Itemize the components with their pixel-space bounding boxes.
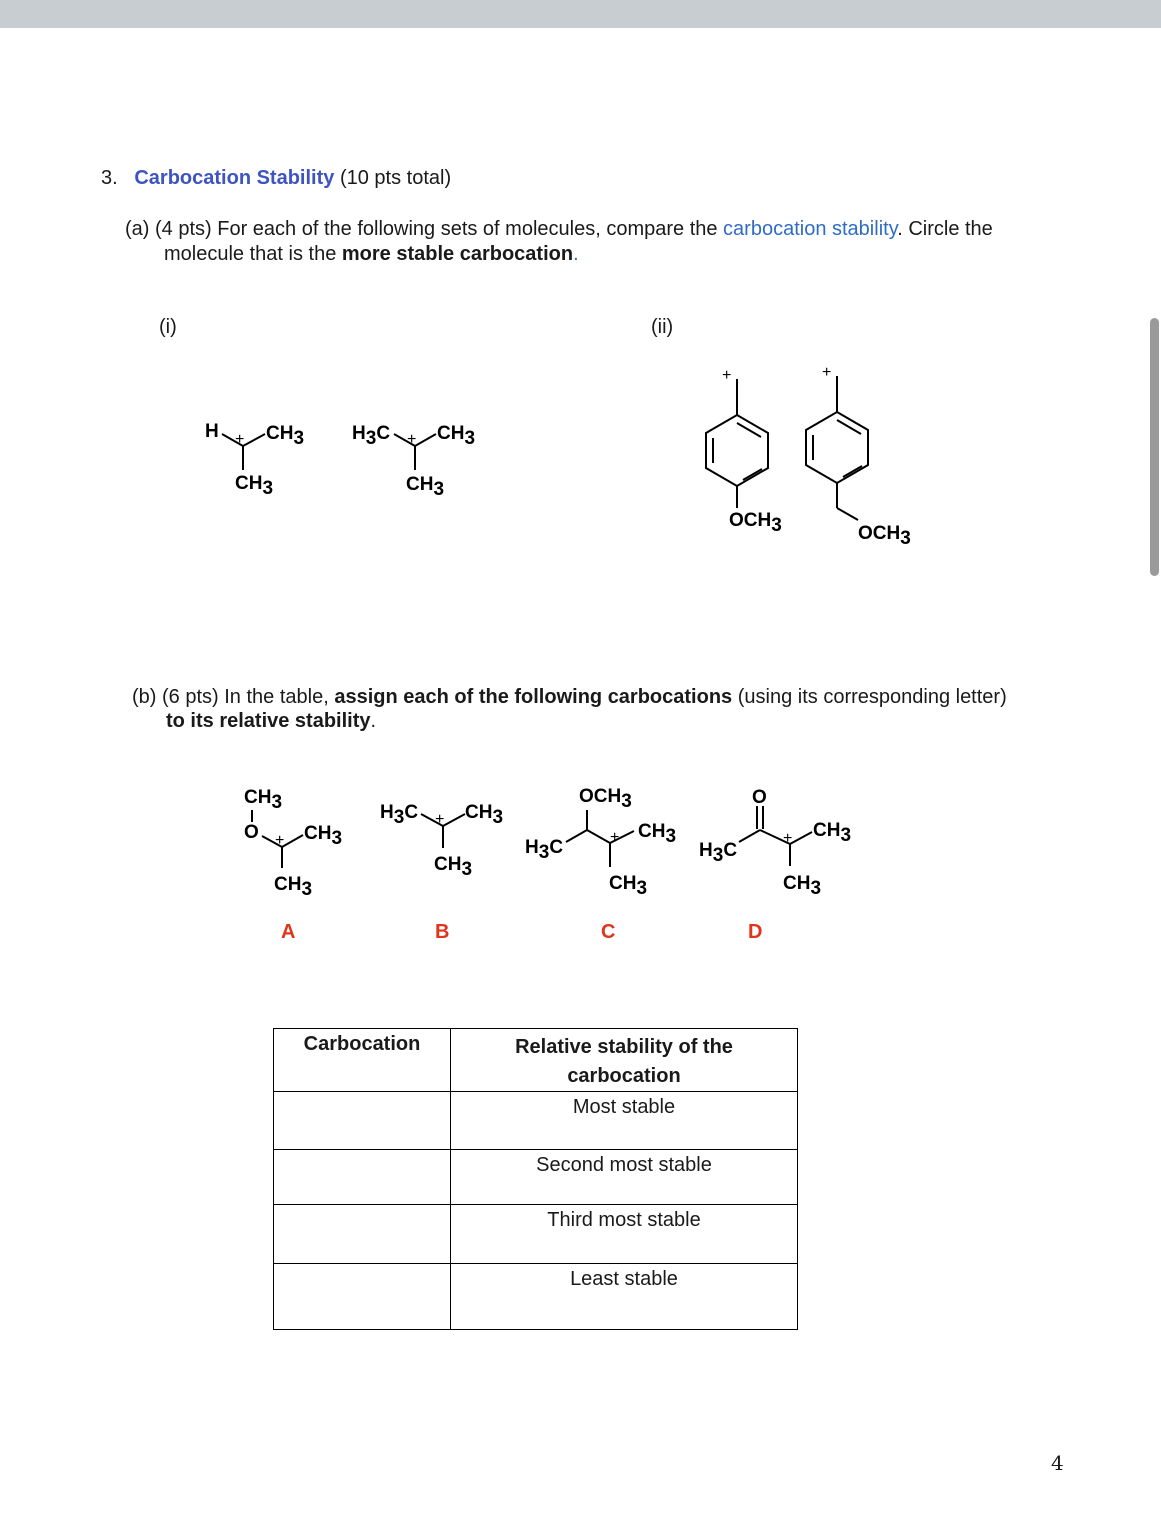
atom-label: CH3	[244, 787, 283, 813]
plus-charge: +	[822, 364, 832, 381]
set-ii-label: (ii)	[651, 316, 674, 338]
carbocation-B	[380, 802, 503, 880]
part-a-text: (a) (4 pts) For each of the following sets of molecules, compare the	[125, 218, 724, 240]
part-a-emphasis: more stable carbocation	[341, 243, 574, 265]
bond	[837, 420, 861, 434]
answer-cell-3[interactable]	[274, 1205, 451, 1264]
bond	[743, 469, 762, 480]
stability-rank-label: Least stable	[570, 1268, 678, 1290]
part-a-text-2: . Circle the	[897, 218, 993, 240]
table-row	[274, 1205, 798, 1264]
atom-label: CH3	[609, 873, 648, 899]
stability-rank-label: Most stable	[572, 1096, 676, 1118]
atom-label: CH3	[266, 423, 305, 449]
benzene-ring	[706, 415, 768, 486]
atom-label: CH3	[465, 802, 504, 828]
molecule-i-2	[352, 423, 475, 500]
stability-rank-cell	[451, 1264, 798, 1330]
bond	[566, 830, 587, 842]
table-header-row	[274, 1029, 798, 1092]
table-row	[274, 1150, 798, 1205]
part-b-emphasis: assign each of the following carbocations	[334, 686, 733, 708]
carbocation-D	[699, 787, 851, 899]
atom-label: CH3	[406, 474, 445, 500]
header-label: Relative stability of the carbocation	[515, 1036, 733, 1087]
bond	[737, 423, 761, 437]
molecule-ii-2	[806, 364, 911, 549]
atom-label: CH3	[783, 873, 822, 899]
stability-rank-label: Third most stable	[547, 1209, 701, 1231]
bond	[843, 466, 862, 477]
stability-table	[273, 1028, 798, 1330]
atom-label: OCH3	[579, 786, 632, 812]
part-a-period: .	[573, 243, 579, 265]
atom-label: CH3	[434, 854, 473, 880]
letter-B: B	[435, 921, 450, 943]
bond	[837, 508, 858, 520]
header-carbocation	[274, 1029, 451, 1092]
plus-charge: +	[435, 811, 445, 828]
part-b-emphasis-2: to its relative stability	[166, 710, 371, 732]
header-relative-stability	[451, 1029, 798, 1092]
carbocation-stability-term: carbocation stability	[723, 218, 898, 240]
page-number: 4	[1051, 1451, 1064, 1475]
header-label: Carbocation	[303, 1033, 421, 1055]
plus-charge: +	[407, 431, 417, 448]
carbocation-C	[525, 786, 676, 899]
stability-rank-cell	[451, 1092, 798, 1150]
question-points: (10 pts total)	[339, 167, 452, 189]
atom-label: O	[244, 822, 259, 843]
atom-label: H3C	[380, 802, 419, 828]
atom-label: H3C	[525, 837, 564, 863]
atom-label: CH3	[437, 423, 476, 449]
molecule-i-1	[205, 421, 304, 499]
atom-label: H3C	[352, 423, 391, 449]
question-number: 3.	[101, 167, 118, 189]
answer-cell-2[interactable]	[274, 1150, 451, 1205]
part-b-period: .	[370, 710, 377, 732]
atom-label: O	[752, 787, 767, 808]
plus-charge: +	[275, 832, 285, 849]
atom-label: H	[205, 421, 219, 442]
bond	[739, 830, 760, 842]
atom-label: CH3	[304, 823, 343, 849]
molecule-ii-1	[706, 367, 782, 536]
stability-rank-cell	[451, 1150, 798, 1205]
plus-charge: +	[610, 829, 620, 846]
answer-cell-4[interactable]	[274, 1264, 451, 1330]
letter-A: A	[281, 921, 296, 943]
table-row	[274, 1092, 798, 1150]
atom-label: CH3	[638, 821, 677, 847]
plus-charge: +	[722, 367, 732, 384]
part-b-text-2: (using its corresponding letter)	[732, 686, 1007, 708]
plus-charge: +	[783, 830, 793, 847]
part-a-text-3: molecule that is the	[164, 243, 342, 265]
benzene-ring	[806, 412, 868, 483]
stability-rank-label: Second most stable	[536, 1154, 712, 1176]
atom-label: OCH3	[729, 510, 782, 536]
table-row	[274, 1264, 798, 1330]
question-title: Carbocation Stability	[134, 167, 335, 189]
atom-label: OCH3	[858, 523, 911, 549]
carbocation-A	[244, 787, 342, 900]
part-b-text: (b) (6 pts) In the table,	[132, 686, 335, 708]
atom-label: H3C	[699, 840, 738, 866]
atom-label: CH3	[813, 820, 852, 846]
letter-D: D	[748, 921, 763, 943]
atom-label: CH3	[235, 473, 274, 499]
atom-label: CH3	[274, 874, 313, 900]
set-i-label: (i)	[159, 316, 177, 338]
letter-C: C	[601, 921, 616, 943]
answer-cell-1[interactable]	[274, 1092, 451, 1150]
plus-charge: +	[235, 431, 245, 448]
stability-rank-cell	[451, 1205, 798, 1264]
